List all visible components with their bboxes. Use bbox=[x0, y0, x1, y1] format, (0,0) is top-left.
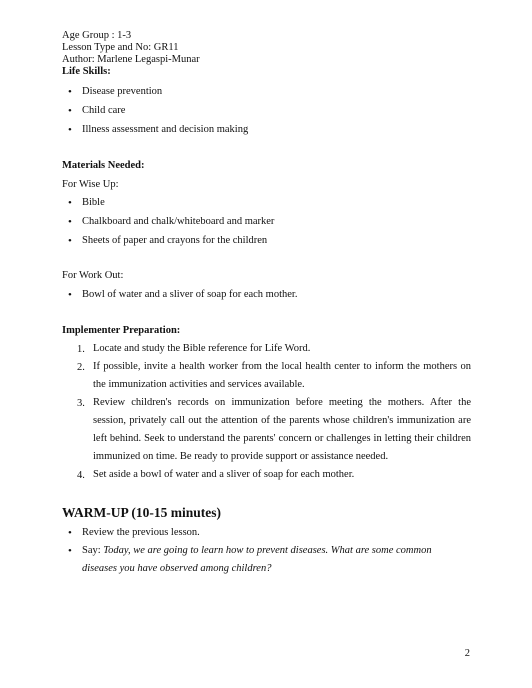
list-number: 2. bbox=[77, 362, 85, 373]
list-item: Review children's records on immunization before meeting the mothers. After the session, privately call out the attention of the parents whose children's immunization are left behind. Seek to understand the parents' concern or challenges in letting their children immunized on time. Be ready to provide support or assistance needed. bbox=[93, 397, 471, 462]
list-number: 3. bbox=[77, 398, 85, 409]
age-group: Age Group : 1-3 bbox=[62, 30, 132, 41]
lesson-header bbox=[62, 30, 200, 78]
list-item: • Illness assessment and decision making bbox=[82, 124, 248, 135]
say-text-line2: diseases you have observed among children? bbox=[82, 563, 272, 574]
list-item: • Sheets of paper and crayons for the children bbox=[82, 235, 267, 246]
wise-up-label: For Wise Up: bbox=[62, 179, 119, 190]
materials-heading: Materials Needed: bbox=[62, 160, 145, 171]
list-item: • Chalkboard and chalk/whiteboard and marker bbox=[82, 216, 274, 227]
page-number: 2 bbox=[464, 648, 470, 659]
list-number: 1. bbox=[77, 344, 85, 355]
list-item bbox=[82, 545, 432, 556]
list-item: • Review the previous lesson. bbox=[82, 527, 200, 538]
warm-up-heading: WARM-UP (10-15 minutes) bbox=[62, 505, 221, 520]
list-item: Locate and study the Bible reference for Life Word. bbox=[93, 343, 311, 354]
say-prefix: Say: bbox=[82, 545, 104, 556]
list-number: 4. bbox=[77, 470, 85, 481]
list-item: • Bowl of water and a sliver of soap for each mother. bbox=[82, 289, 297, 300]
list-item: • Bible bbox=[82, 197, 105, 208]
list-item: If possible, invite a health worker from the local health center to inform the mothers on the immunization activities and services available. bbox=[93, 361, 471, 390]
list-item: • Disease prevention bbox=[82, 86, 162, 97]
say-text-line1: Today, we are going to learn how to prevent diseases. What are some common bbox=[103, 545, 432, 556]
lesson-type: Lesson Type and No: GR11 bbox=[62, 42, 179, 53]
life-skills-heading: Life Skills: bbox=[62, 66, 111, 77]
list-item: Set aside a bowl of water and a sliver of soap for each mother. bbox=[93, 469, 355, 480]
author: Author: Marlene Legaspi-Munar bbox=[62, 54, 200, 65]
list-item: • Child care bbox=[82, 105, 125, 116]
preparation-heading: Implementer Preparation: bbox=[62, 325, 181, 336]
work-out-label: For Work Out: bbox=[62, 270, 124, 281]
